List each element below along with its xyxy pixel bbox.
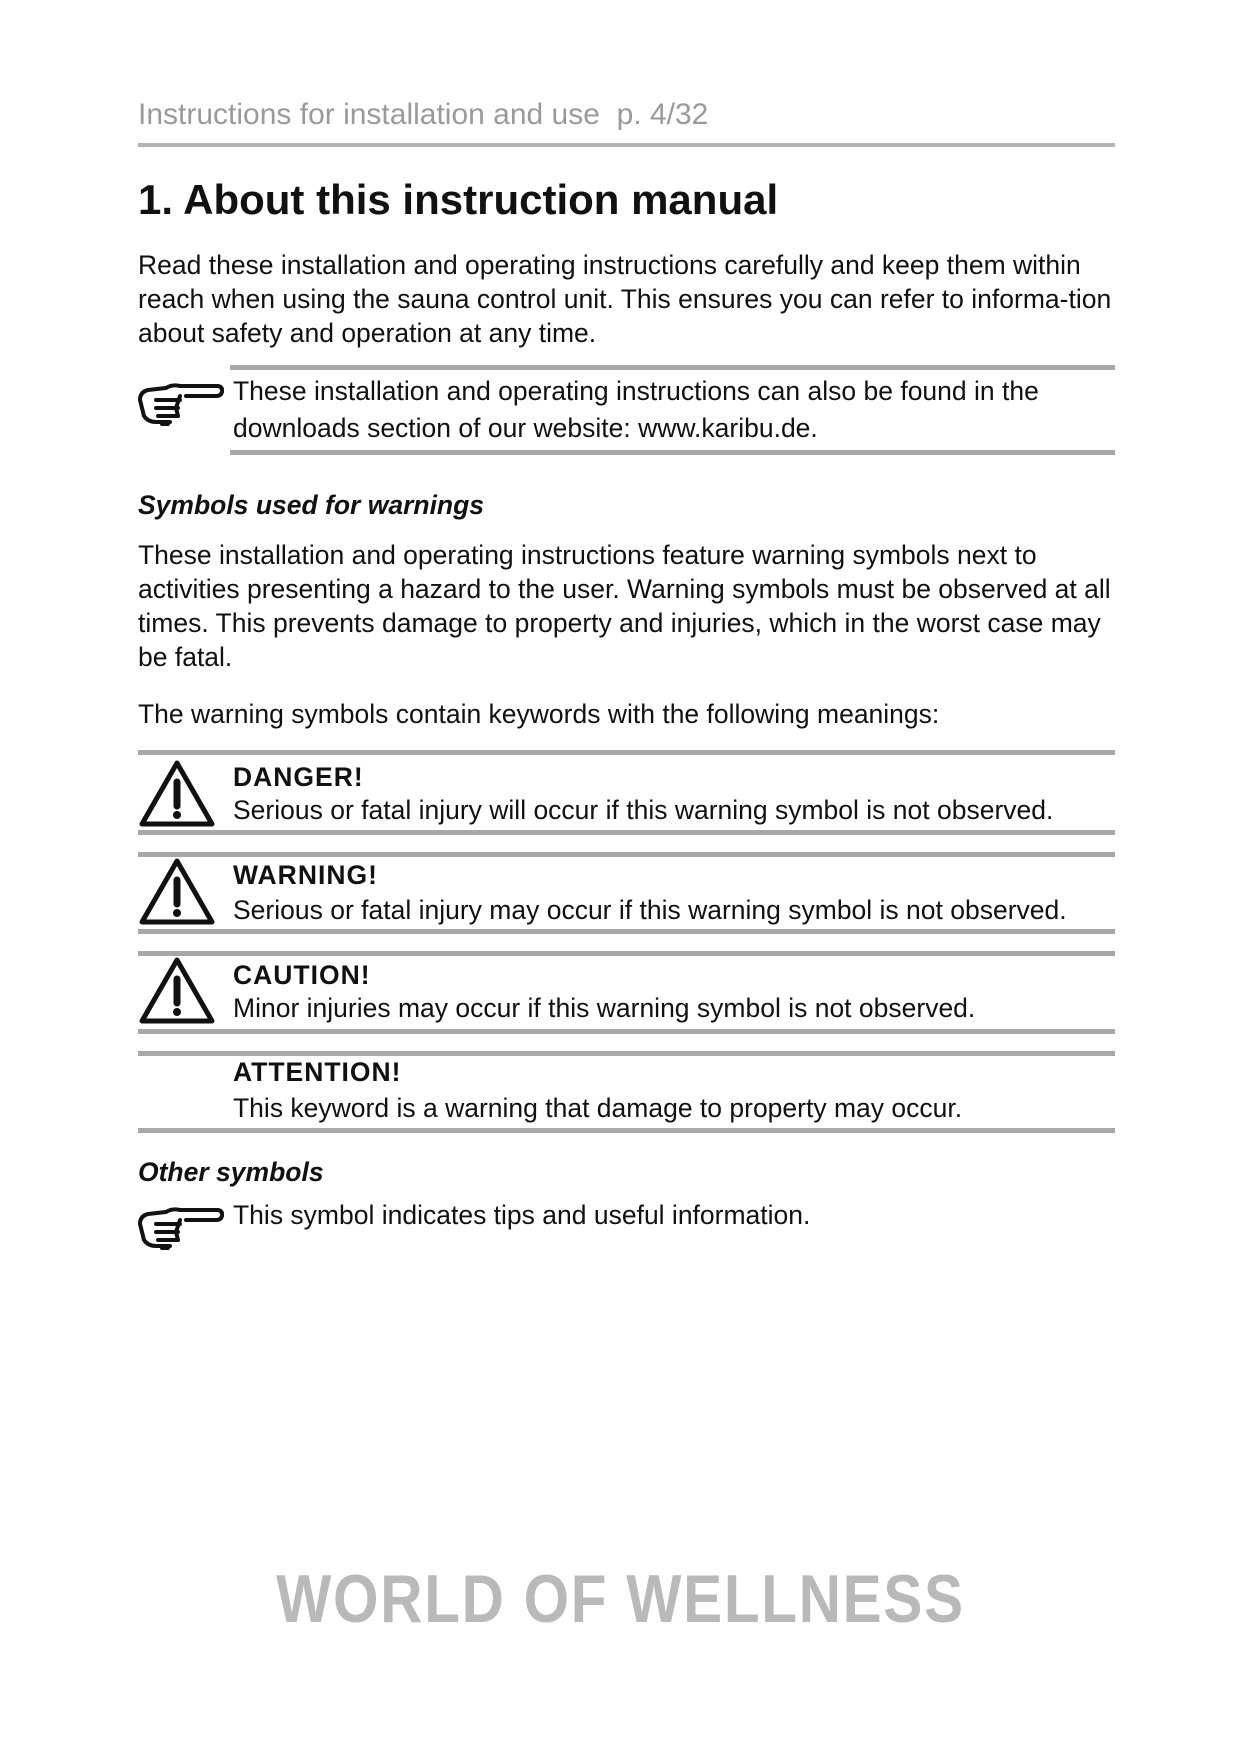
warning-triangle-icon — [138, 856, 216, 928]
caution-keyword: CAUTION! — [233, 960, 371, 990]
note-line-2: downloads section of our website: www.karibu.de. — [233, 413, 818, 443]
running-header: Instructions for installation and use p. 4/32 — [138, 98, 709, 131]
pointing-hand-icon — [136, 378, 224, 430]
warnings-heading: Symbols used for warnings — [138, 490, 485, 520]
warning-keyword: WARNING! — [233, 860, 378, 890]
warning-top-rule — [138, 852, 1115, 857]
warnings-intro: The warning symbols contain keywords with the following meanings: — [138, 699, 940, 729]
danger-keyword: DANGER! — [233, 762, 364, 792]
pointing-hand-icon — [136, 1202, 224, 1254]
attention-bottom-rule — [138, 1128, 1115, 1133]
danger-top-rule — [138, 750, 1115, 755]
warning-bottom-rule — [138, 929, 1115, 934]
note-top-rule — [230, 365, 1115, 370]
caution-bottom-rule — [138, 1029, 1115, 1034]
danger-bottom-rule — [138, 830, 1115, 835]
caution-description: Minor injuries may occur if this warning symbol is not observed. — [233, 993, 976, 1023]
attention-description: This keyword is a warning that damage to property may occur. — [233, 1093, 963, 1123]
footer-brand: WORLD OF WELLNESS — [276, 1561, 965, 1637]
chapter-title: 1. About this instruction manual — [138, 176, 779, 223]
other-symbols-text: This symbol indicates tips and useful information. — [233, 1200, 811, 1230]
note-line-1: These installation and operating instructions can also be found in the — [233, 376, 1039, 406]
attention-keyword: ATTENTION! — [233, 1057, 402, 1087]
warnings-paragraph: These installation and operating instructions feature warning symbols next to activities presenting a hazard to the user. Warning symbols must be observed at all times. This prevents damage to property and injuries, which in the worst case may be fatal. — [138, 540, 1111, 672]
caution-top-rule — [138, 951, 1115, 956]
other-symbols-heading: Other symbols — [138, 1157, 324, 1187]
intro-paragraph: Read these installation and operating instructions carefully and keep them within reach when using the sauna control unit. This ensures you can refer to informa-tion about safety and operation at any time. — [138, 250, 1112, 348]
note-bottom-rule — [230, 450, 1115, 455]
warning-triangle-icon — [138, 758, 216, 830]
warning-triangle-icon — [138, 955, 216, 1027]
attention-top-rule — [138, 1051, 1115, 1056]
header-divider — [138, 143, 1115, 147]
warning-description: Serious or fatal injury may occur if this warning symbol is not observed. — [233, 895, 1067, 925]
danger-description: Serious or fatal injury will occur if this warning symbol is not observed. — [233, 795, 1054, 825]
